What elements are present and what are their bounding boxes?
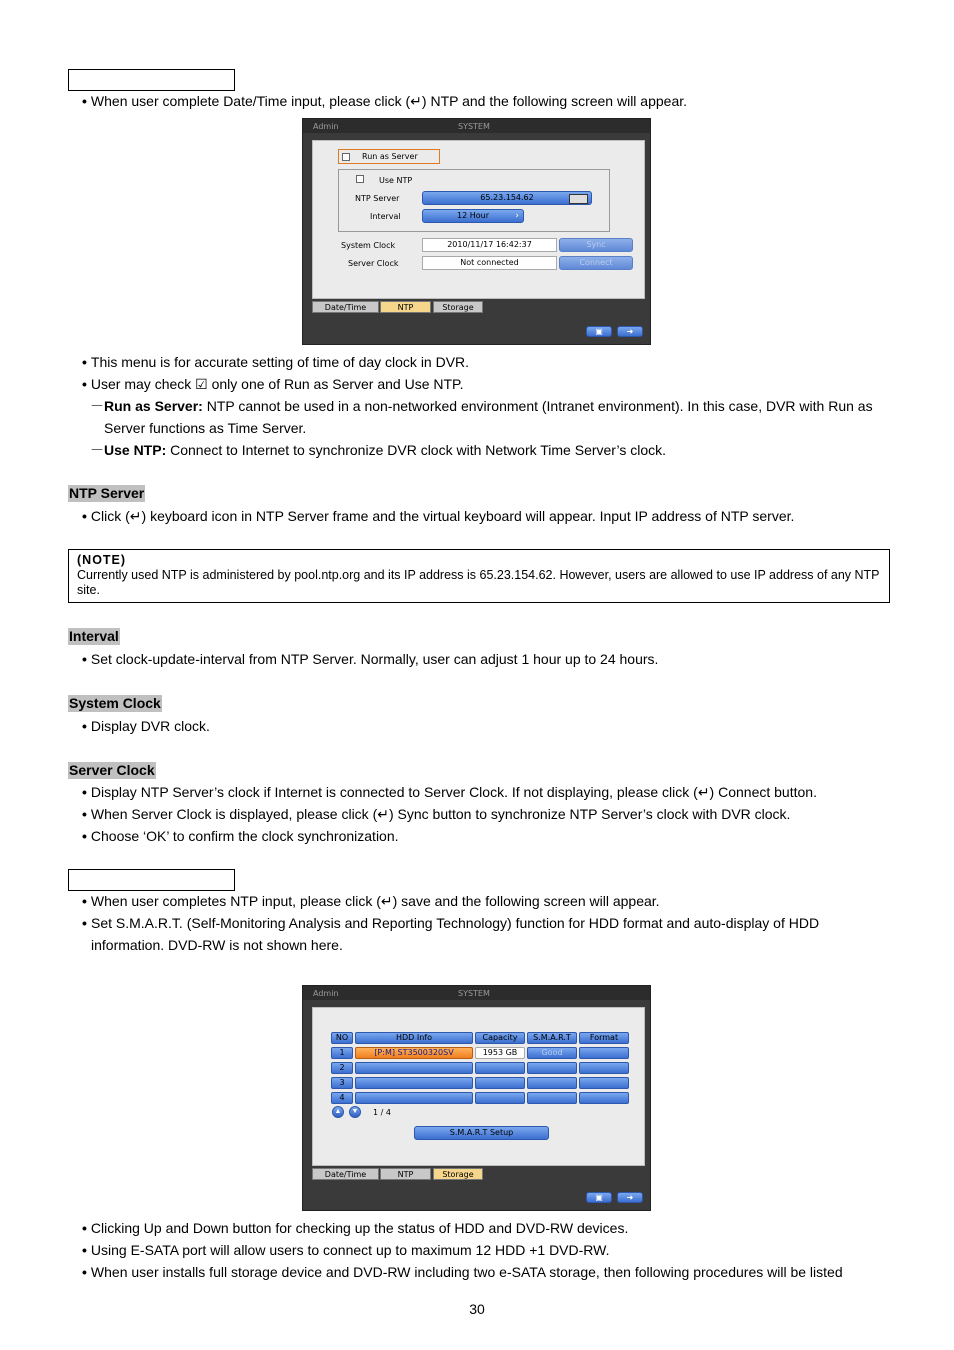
save-icon[interactable]: ▣ bbox=[586, 1192, 612, 1203]
row-capacity bbox=[475, 1092, 525, 1104]
sync-button[interactable]: Sync bbox=[559, 238, 633, 252]
heading-system-clock: System Clock bbox=[69, 695, 161, 711]
header-no: NO bbox=[331, 1032, 353, 1044]
header-format: Format bbox=[579, 1032, 629, 1044]
chevron-right-icon[interactable]: › bbox=[515, 211, 519, 221]
ntp-server-value: 65.23.154.62 bbox=[480, 193, 534, 202]
heading-ntp-server: NTP Server bbox=[69, 485, 145, 501]
sub-run-as-server: － Run as Server: NTP cannot be used in a non-networked environment (Intranet environment). In this case, DVR with Run as Server functions as Time Server. bbox=[90, 398, 873, 436]
keyboard-icon[interactable] bbox=[569, 194, 588, 204]
server-clock-label: Server Clock bbox=[348, 259, 399, 268]
bullet-storage-intro-2: • Set S.M.A.R.T. (Self-Monitoring Analysis and Reporting Technology) function for HDD format and auto-display of HDD information. DVD-RW is not shown here. bbox=[82, 915, 820, 953]
row-smart[interactable] bbox=[527, 1092, 577, 1104]
screen-top-bar bbox=[303, 119, 650, 133]
row-capacity bbox=[475, 1077, 525, 1089]
system-clock-value: 2010/11/17 16:42:37 bbox=[422, 238, 557, 252]
bullet-full-storage: • When user installs full storage device and DVD-RW including two e-SATA storage, then following procedures will be listed bbox=[82, 1264, 843, 1280]
tab-date-time[interactable]: Date/Time bbox=[312, 301, 379, 313]
page-indicator: 1 / 4 bbox=[373, 1108, 391, 1117]
interval-field[interactable] bbox=[422, 209, 524, 223]
storage-panel bbox=[312, 1007, 645, 1166]
system-label-2: SYSTEM bbox=[458, 989, 490, 998]
bullet-check-one: • User may check ☑ only one of Run as Server and Use NTP. bbox=[82, 376, 464, 392]
server-clock-value: Not connected bbox=[422, 256, 557, 270]
page-number: 30 bbox=[469, 1301, 485, 1317]
note-text: Currently used NTP is administered by pool.ntp.org and its IP address is 65.23.154.62. However, users are allowed to use IP address of any NTP site. bbox=[77, 568, 880, 597]
bullet-server-clock-2: • When Server Clock is displayed, please click (↵) Sync button to synchronize NTP Server’s clock with DVR clock. bbox=[82, 806, 791, 822]
tab-storage[interactable]: Storage bbox=[433, 1168, 483, 1180]
tab-storage[interactable]: Storage bbox=[433, 301, 483, 313]
note-box bbox=[68, 549, 890, 603]
row-hdd-info[interactable] bbox=[355, 1077, 473, 1089]
exit-icon[interactable]: ➜ bbox=[617, 326, 643, 337]
bullet-ntp-intro: • When user complete Date/Time input, please click (↵) NTP and the following screen will appear. bbox=[82, 93, 688, 109]
use-ntp-checkbox[interactable] bbox=[356, 175, 364, 183]
system-label: SYSTEM bbox=[458, 122, 490, 131]
row-no: 4 bbox=[331, 1092, 353, 1104]
section-title-box bbox=[68, 69, 235, 91]
bullet-menu-purpose: • This menu is for accurate setting of time of day clock in DVR. bbox=[82, 354, 470, 370]
ntp-server-label: NTP Server bbox=[355, 194, 400, 203]
row-no: 2 bbox=[331, 1062, 353, 1074]
sub-use-ntp: － Use NTP: Connect to Internet to synchronize DVR clock with Network Time Server’s clock. bbox=[90, 442, 667, 458]
exit-icon[interactable]: ➜ bbox=[617, 1192, 643, 1203]
interval-label: Interval bbox=[370, 212, 401, 221]
bullet-system-clock: • Display DVR clock. bbox=[82, 718, 210, 734]
system-clock-label: System Clock bbox=[341, 241, 396, 250]
header-smart: S.M.A.R.T bbox=[527, 1032, 577, 1044]
row-capacity bbox=[475, 1062, 525, 1074]
save-icon[interactable]: ▣ bbox=[586, 326, 612, 337]
bullet-interval: • Set clock-update-interval from NTP Server. Normally, user can adjust 1 hour up to 24 hours. bbox=[82, 651, 659, 667]
row-hdd-info[interactable] bbox=[355, 1062, 473, 1074]
bullet-server-clock-1: • Display NTP Server’s clock if Internet is connected to Server Clock. If not displaying, please click (↵) Connect button. bbox=[82, 784, 817, 800]
row-format[interactable] bbox=[579, 1047, 629, 1059]
row-smart[interactable]: Good bbox=[527, 1047, 577, 1059]
bullet-esata: • Using E-SATA port will allow users to connect up to maximum 12 HDD +1 DVD-RW. bbox=[82, 1242, 610, 1258]
row-capacity: 1953 GB bbox=[475, 1047, 525, 1059]
connect-button[interactable]: Connect bbox=[559, 256, 633, 270]
bullet-ntp-server: • Click (↵) keyboard icon in NTP Server frame and the virtual keyboard will appear. Input IP address of NTP server. bbox=[82, 508, 795, 524]
row-smart[interactable] bbox=[527, 1077, 577, 1089]
heading-interval: Interval bbox=[69, 628, 119, 644]
header-hdd-info: HDD Info bbox=[355, 1032, 473, 1044]
tab-date-time[interactable]: Date/Time bbox=[312, 1168, 379, 1180]
tab-ntp[interactable]: NTP bbox=[380, 1168, 431, 1180]
bullet-storage-intro-1: • When user completes NTP input, please click (↵) save and the following screen will appear. bbox=[82, 893, 660, 909]
storage-screen bbox=[302, 985, 651, 1211]
ntp-server-field[interactable] bbox=[422, 191, 592, 205]
up-arrow-icon[interactable]: ▲ bbox=[332, 1106, 344, 1118]
row-hdd-info[interactable]: [P:M] ST3500320SV bbox=[355, 1047, 473, 1059]
row-format[interactable] bbox=[579, 1077, 629, 1089]
note-title: (NOTE) bbox=[77, 553, 127, 567]
bullet-up-down: • Clicking Up and Down button for checking up the status of HDD and DVD-RW devices. bbox=[82, 1220, 629, 1236]
run-as-server-label: Run as Server bbox=[362, 152, 418, 161]
row-format[interactable] bbox=[579, 1092, 629, 1104]
row-hdd-info[interactable] bbox=[355, 1092, 473, 1104]
row-no: 3 bbox=[331, 1077, 353, 1089]
use-ntp-label: Use NTP bbox=[379, 176, 413, 185]
bullet-server-clock-3: • Choose ‘OK’ to confirm the clock synchronization. bbox=[82, 828, 399, 844]
ntp-panel bbox=[312, 140, 645, 299]
header-capacity: Capacity bbox=[475, 1032, 525, 1044]
down-arrow-icon[interactable]: ▼ bbox=[349, 1106, 361, 1118]
admin-label: Admin bbox=[313, 122, 339, 131]
interval-value: 12 Hour bbox=[457, 211, 489, 220]
smart-setup-button[interactable]: S.M.A.R.T Setup bbox=[414, 1126, 549, 1140]
row-no: 1 bbox=[331, 1047, 353, 1059]
row-format[interactable] bbox=[579, 1062, 629, 1074]
tab-ntp[interactable]: NTP bbox=[380, 301, 431, 313]
heading-server-clock: Server Clock bbox=[69, 762, 155, 778]
run-as-server-checkbox[interactable] bbox=[342, 153, 350, 161]
screen-top-bar-2 bbox=[303, 986, 650, 1000]
row-smart[interactable] bbox=[527, 1062, 577, 1074]
admin-label-2: Admin bbox=[313, 989, 339, 998]
ntp-screen bbox=[302, 118, 651, 345]
section-title-box-2 bbox=[68, 869, 235, 891]
